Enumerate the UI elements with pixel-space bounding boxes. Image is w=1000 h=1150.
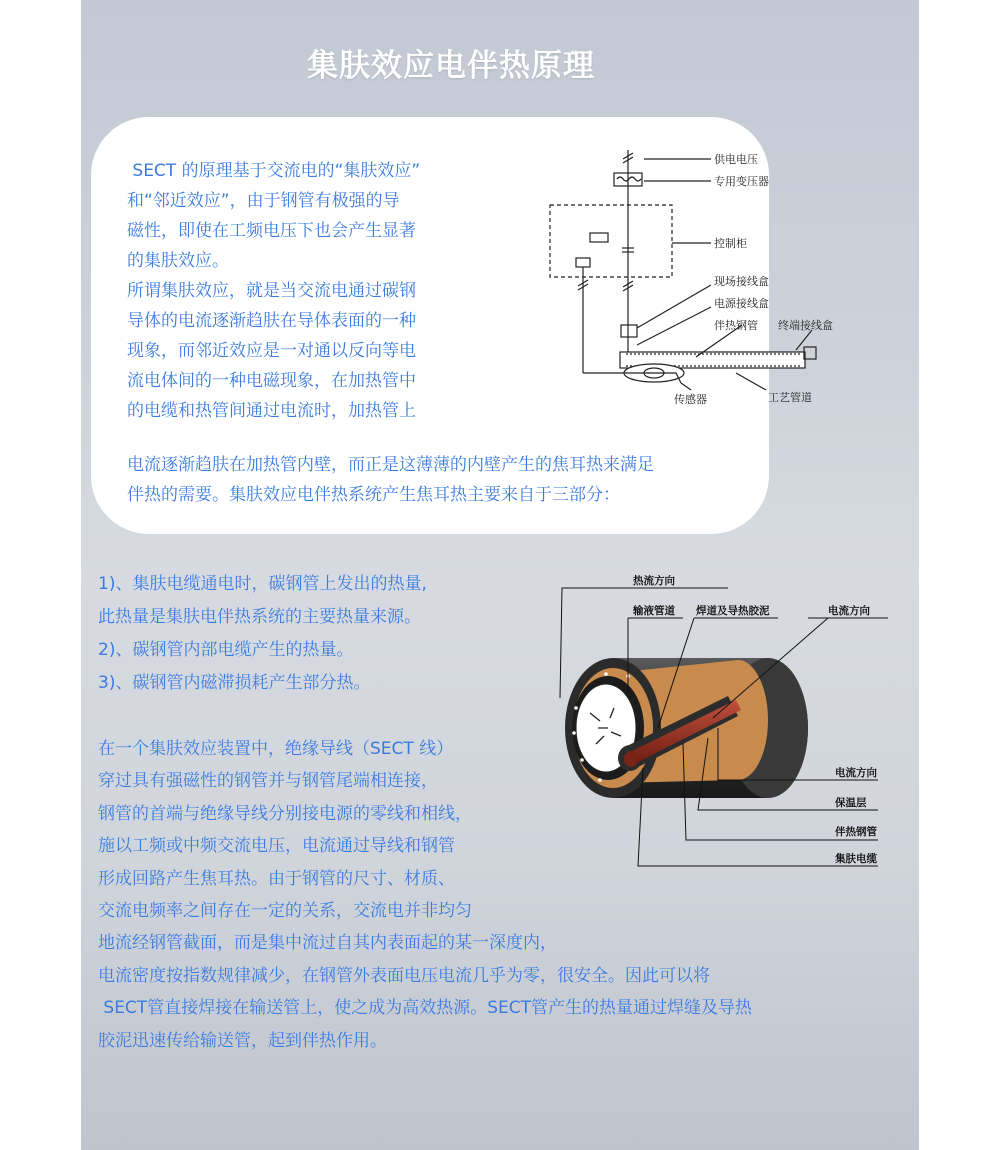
label-transformer: 专用变压器 [714, 175, 769, 188]
list-item: 3)、碳钢管内磁滞损耗产生部分热。 [98, 673, 371, 693]
label-weld-mud: 焊道及导热胶泥 [696, 605, 770, 617]
list-item: 2)、碳钢管内部电缆产生的热量。 [98, 640, 354, 660]
intro-tail-line: 伴热的需要。集肤效应电伴热系统产生焦耳热主要来自于三部分： [127, 485, 620, 505]
label-current-side: 电流方向 [835, 767, 877, 779]
label-supply: 供电电压 [714, 153, 758, 166]
pipe-section-diagram [478, 568, 888, 868]
label-liquid-pipe: 输液管道 [633, 605, 675, 617]
label-cabinet: 控制柜 [714, 237, 747, 250]
intro-line: 的集肤效应。 [127, 251, 229, 271]
list-item: 此热量是集肤电伴热系统的主要热量来源。 [98, 607, 421, 627]
end-box-shape [804, 347, 816, 359]
label-sensor: 传感器 [674, 393, 707, 406]
field-box-shape [621, 325, 637, 337]
label-process-pipe: 工艺管道 [768, 391, 812, 404]
label-end-box: 终端接线盒 [778, 319, 833, 332]
detail-line: 在一个集肤效应装置中，绝缘导线（SECT 线） [98, 739, 454, 759]
label-heat-flow: 热流方向 [633, 575, 675, 587]
intro-line: 流电体间的一种电磁现象，在加热管中 [127, 371, 416, 391]
intro-line: 所谓集肤效应，就是当交流电通过碳钢 [127, 281, 416, 301]
detail-line: 形成回路产生焦耳热。由于钢管的尺寸、材质、 [98, 868, 455, 889]
detail-line: SECT管直接焊接在输送管上，使之成为高效热源。SECT管产生的热量通过焊缝及导热 [98, 998, 752, 1019]
detail-line: 施以工频或中频交流电压，电流通过导线和钢管 [98, 836, 455, 857]
label-heat-steel-pipe: 伴热钢管 [835, 826, 877, 838]
intro-tail [127, 450, 727, 510]
intro-line: 和“邻近效应”，由于钢管有极强的导 [127, 191, 400, 211]
label-heat-pipe: 伴热钢管 [714, 319, 758, 332]
intro-line: 的电缆和热管间通过电流时，加热管上 [127, 401, 416, 421]
intro-line: 现象，而邻近效应是一对通以反向等电 [127, 341, 416, 361]
detail-line: 地流经钢管截面，而是集中流过自其内表面起的某一深度内， [98, 933, 557, 954]
detail-line: 钢管的首端与绝缘导线分别接电源的零线和相线， [98, 803, 472, 824]
intro-text [127, 156, 447, 426]
control-cabinet-box [550, 205, 672, 277]
detail-line: 交流电频率之间存在一定的关系，交流电并非均匀 [98, 901, 472, 922]
heat-sources-list [98, 568, 488, 700]
detail-line: 穿过具有强磁性的钢管并与钢管尾端相连接， [98, 771, 438, 792]
sensor-box [576, 258, 590, 267]
label-power-box: 电源接线盒 [714, 297, 769, 310]
intro-line: 磁性，即使在工频电压下也会产生显著 [127, 221, 416, 241]
label-current-top: 电流方向 [828, 605, 870, 617]
detail-line: 电流密度按指数规律减少，在钢管外表面电压电流几乎为零，很安全。因此可以将 [98, 965, 710, 986]
intro-tail-line: 电流逐渐趋肤在加热管内壁，而正是这薄薄的内壁产生的焦耳热来满足 [127, 455, 654, 475]
cabinet-switch [590, 233, 608, 242]
detail-line: 胶泥迅速传给输送管，起到伴热作用。 [98, 1030, 387, 1051]
label-skin-cable: 集肤电缆 [835, 853, 877, 865]
system-wiring-diagram [466, 145, 846, 415]
intro-line: 导体的电流逐渐趋肤在导体表面的一种 [127, 311, 416, 331]
intro-line: SECT 的原理基于交流电的“集肤效应” [127, 161, 421, 181]
label-field-box: 现场接线盒 [714, 275, 769, 288]
label-insulation: 保温层 [835, 797, 867, 809]
list-item: 1)、集肤电缆通电时，碳钢管上发出的热量, [98, 574, 427, 594]
page-title: 集肤效应电伴热原理 [307, 48, 595, 84]
